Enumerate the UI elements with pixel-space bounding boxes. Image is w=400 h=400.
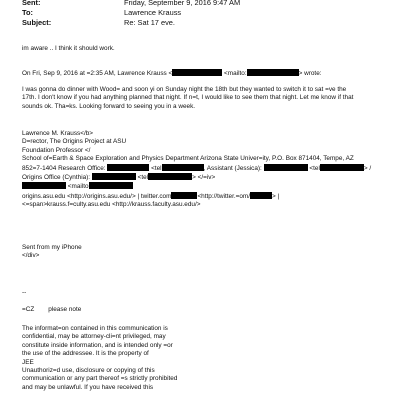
signature-span-line: <=span>krauss.f=culty.asu.edu <http://krauss.faculty.asu.edu/> xyxy=(22,201,201,209)
subject-label: Subject: xyxy=(22,18,52,27)
disclaimer-line: The informat=on contained in this communication is xyxy=(22,325,168,332)
phone-tel-label: <tel xyxy=(151,164,162,172)
phone-research-label: 852=7-1404 Research Office: xyxy=(22,164,106,172)
signature-name: Lawrence M. Krauss</b> xyxy=(22,130,94,137)
redaction-box xyxy=(250,192,272,199)
redaction-box xyxy=(162,164,204,171)
origins-end: > </=iv> xyxy=(192,174,216,182)
signature-mailto-line xyxy=(22,182,392,191)
reply-text xyxy=(22,45,392,53)
please-note: please note xyxy=(48,306,82,313)
redaction-box xyxy=(22,182,66,189)
to-label: To: xyxy=(22,8,33,17)
disclaimer-line: and may be unlawful. If you have received this xyxy=(22,383,154,391)
disclaimer-line: the use of the addressee. It is the property of xyxy=(22,350,149,358)
signature-title-2: Foundation Professor </ xyxy=(22,146,91,154)
signature-school: School of=Earth & Space Exploration and Physics Department Arizona State Univer=ity, P.O. Box 871404, Tempe, AZ xyxy=(22,155,354,163)
sent-from-block xyxy=(22,244,392,261)
quoted-message xyxy=(22,86,392,111)
quoted-line-3: sounds ok. Tha=ks. Looking forward to seeing you in a week. xyxy=(22,102,196,110)
redaction-box xyxy=(247,69,299,76)
phone-tel2-label: <tel xyxy=(309,164,320,172)
disclaimer-line: constitute inside information, and is intended only =or xyxy=(22,341,173,349)
quoted-intro-mailto: <mailto: xyxy=(224,70,247,77)
subject-value: Re: Sat 17 eve. xyxy=(124,18,175,27)
sent-from: Sent from my iPhone xyxy=(22,244,82,251)
quoted-intro xyxy=(22,69,392,78)
web-origins: origins.asu.edu <http://origins.asu.edu/> | twitter.com xyxy=(22,192,172,200)
div-close: </div> xyxy=(22,252,40,260)
origins-office-label: Origins Office (Cynthia): xyxy=(22,174,91,182)
web-end: > | xyxy=(272,192,280,200)
redaction-box xyxy=(264,164,308,171)
redaction-box xyxy=(89,182,133,189)
disclaimer-line: communication or any part thereof =s strictly prohibited xyxy=(22,375,178,383)
phone-end: > / xyxy=(363,164,372,172)
origins-tel-label: <tel xyxy=(137,174,149,182)
signature-origins-office-line xyxy=(22,173,392,182)
redaction-box xyxy=(107,164,149,171)
web-twitter: <http://twitter.=om/ xyxy=(197,192,251,200)
cz-line xyxy=(22,306,392,314)
cz-label: =CZ xyxy=(22,306,35,313)
redaction-box xyxy=(148,173,192,180)
sent-label: Sent: xyxy=(22,0,41,7)
signature-title-1: D=rector, The Origins Project at ASU xyxy=(22,138,127,146)
redaction-box xyxy=(320,164,364,171)
quoted-line-2: 17th. I don't know if you had anything planned that night. If n=t, I would like to see them that night. Let me know if that xyxy=(22,94,354,102)
phone-assistant-label: , Assistant (Jessica): xyxy=(203,164,262,172)
quoted-intro-before: On Fri, Sep 9, 2016 at =2:35 AM, Lawrence Krauss < xyxy=(22,70,173,77)
quoted-intro-after: > wrote: xyxy=(298,70,322,77)
redaction-box xyxy=(92,173,136,180)
mailto-label: <mailto xyxy=(67,183,89,191)
disclaimer-block xyxy=(22,325,392,392)
signature-web-line xyxy=(22,192,392,201)
reply-line: im aware .. I think it should work. xyxy=(22,45,115,52)
sent-value: Friday, September 9, 2016 9:47 AM xyxy=(124,0,241,7)
signature-phone-line xyxy=(22,164,392,173)
to-value: Lawrence Krauss xyxy=(124,8,182,17)
signature-block xyxy=(22,130,392,210)
disclaimer-line: Unauthoriz=d use, disclosure or copying of this xyxy=(22,367,155,375)
redaction-box xyxy=(171,192,197,199)
dashes: -- xyxy=(22,289,27,296)
quoted-line-1: I was gonna do dinner with Wood= and soon yi on Sunday night the 18th but they wanted to switch it to sat =ve the xyxy=(22,86,347,93)
disclaimer-line: confidential, may be attorney-cli=nt privileged, may xyxy=(22,333,166,341)
redaction-box xyxy=(172,69,222,76)
disclaimer-line: JEE xyxy=(22,358,34,366)
